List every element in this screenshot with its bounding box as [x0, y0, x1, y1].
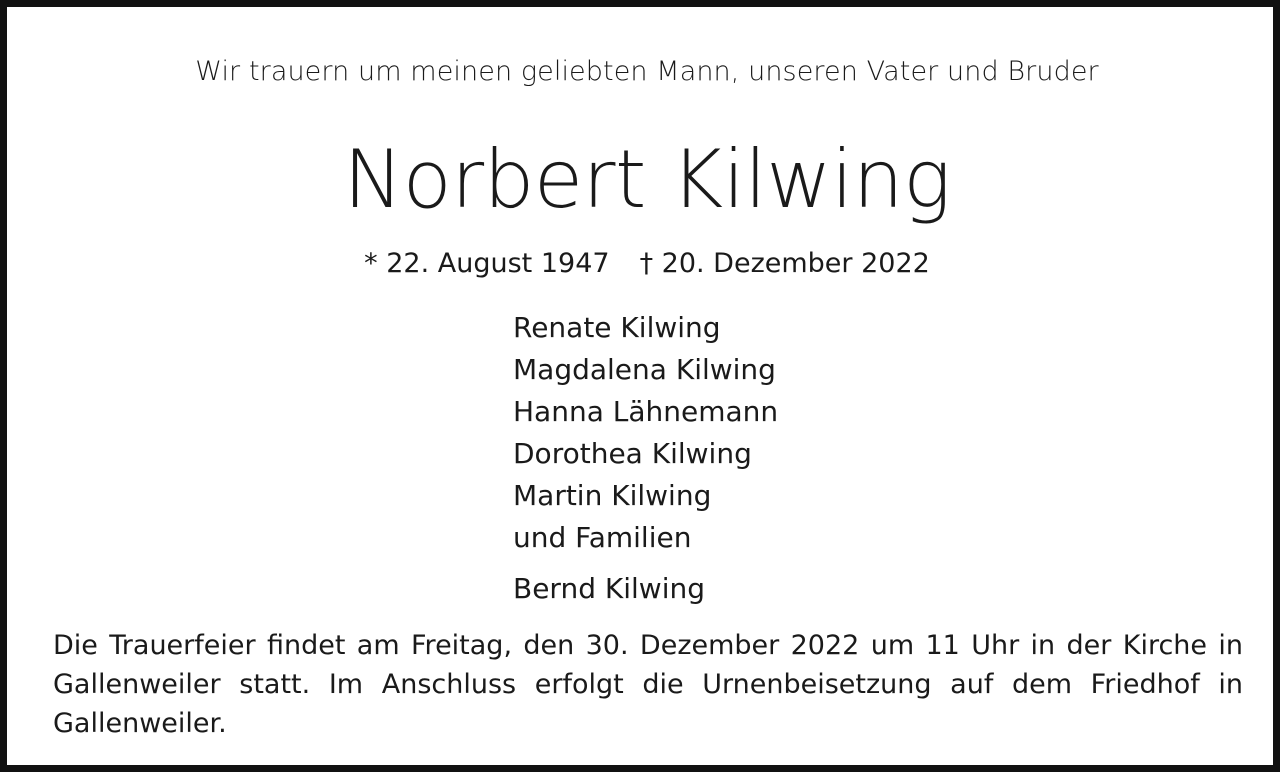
- family-member: Martin Kilwing: [513, 479, 712, 512]
- family-member: Dorothea Kilwing: [513, 437, 752, 470]
- intro-text: Wir trauern um meinen geliebten Mann, unseren Vater und Bruder: [195, 56, 1099, 87]
- family-list: [513, 307, 778, 610]
- family-member: Hanna Lähnemann: [513, 395, 779, 428]
- family-member: Renate Kilwing: [513, 311, 721, 344]
- life-dates: [7, 245, 1280, 283]
- sibling-name: Bernd Kilwing: [513, 572, 705, 605]
- death-date: † 20. Dezember 2022: [639, 248, 930, 279]
- family-member: Magdalena Kilwing: [513, 353, 776, 386]
- family-member: und Familien: [513, 521, 692, 554]
- birth-date: * 22. August 1947: [364, 248, 610, 279]
- deceased-name: Norbert Kilwing: [343, 133, 951, 226]
- funeral-notice: Die Trauerfeier findet am Freitag, den 30. Dezember 2022 um 11 Uhr in der Kirche in Gallenweiler statt. Im Anschluss erfolgt die Urnenbeisetzung auf dem Friedhof in Gallenweiler.: [53, 630, 1243, 739]
